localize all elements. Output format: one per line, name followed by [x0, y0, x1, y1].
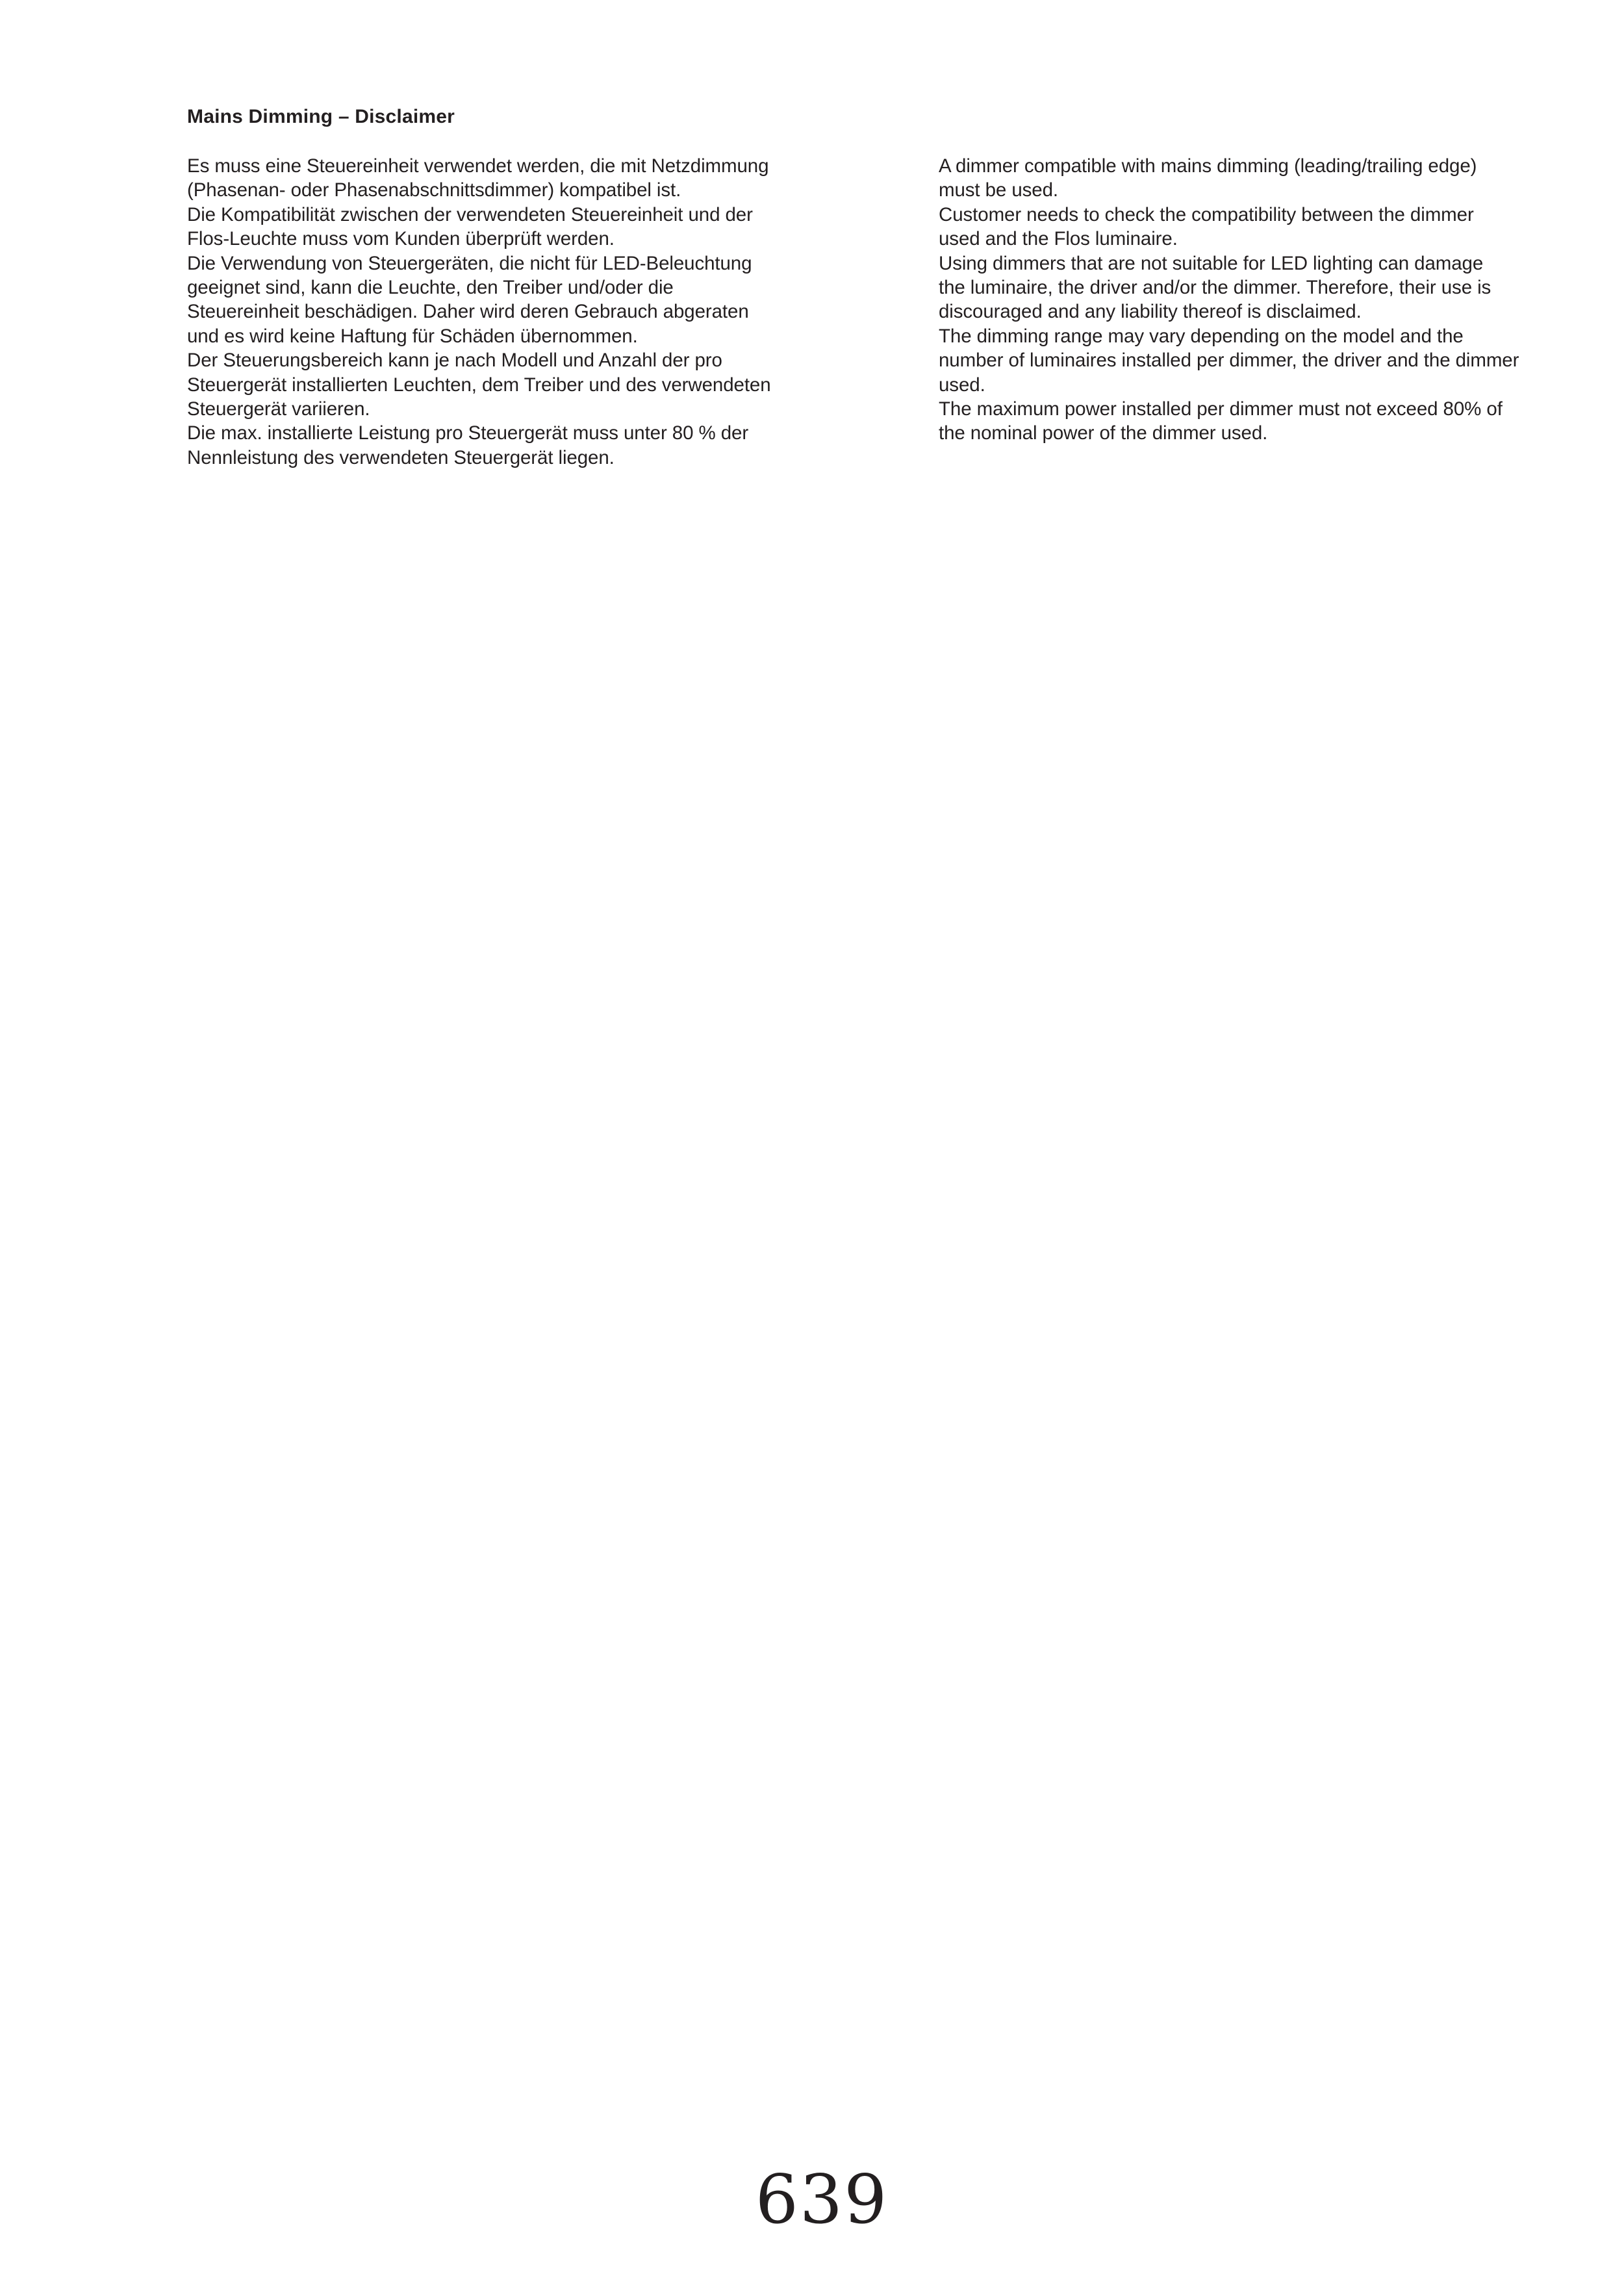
german-text-line: Steuergerät variieren.	[187, 398, 370, 420]
english-text-line: The maximum power installed per dimmer must not exceed 80% of	[939, 398, 1503, 420]
german-text-line: geeignet sind, kann die Leuchte, den Treiber und/oder die	[187, 277, 674, 299]
german-text-column	[187, 154, 843, 470]
english-text-line: The dimming range may vary depending on the model and the	[939, 325, 1464, 347]
english-text-line: used.	[939, 374, 985, 396]
german-text-line: Es muss eine Steuereinheit verwendet werden, die mit Netzdimmung	[187, 155, 769, 177]
english-text-line: A dimmer compatible with mains dimming (leading/trailing edge)	[939, 155, 1477, 177]
english-text-line: used and the Flos luminaire.	[939, 228, 1178, 250]
german-text-line: Nennleistung des verwendeten Steuergerät liegen.	[187, 446, 615, 468]
section-title: Mains Dimming – Disclaimer	[187, 106, 455, 127]
german-text-line: Die max. installierte Leistung pro Steuergerät muss unter 80 % der	[187, 422, 749, 444]
german-text-line: Der Steuerungsbereich kann je nach Modell und Anzahl der pro	[187, 350, 722, 372]
english-text-line: discouraged and any liability thereof is disclaimed.	[939, 301, 1362, 323]
german-text-line: Die Kompatibilität zwischen der verwendeten Steuereinheit und der	[187, 203, 753, 225]
english-text-line: Using dimmers that are not suitable for LED lighting can damage	[939, 252, 1484, 274]
german-text-line: Die Verwendung von Steuergeräten, die nicht für LED-Beleuchtung	[187, 252, 752, 274]
page-number: 639	[755, 2160, 889, 2239]
english-text-line: the nominal power of the dimmer used.	[939, 422, 1268, 444]
german-text-line: und es wird keine Haftung für Schäden übernommen.	[187, 325, 638, 347]
english-text-line: number of luminaires installed per dimmer, the driver and the dimmer	[939, 350, 1519, 372]
german-text-line: Steuereinheit beschädigen. Daher wird deren Gebrauch abgeraten	[187, 301, 749, 323]
german-text-line: (Phasenan- oder Phasenabschnittsdimmer) kompatibel ist.	[187, 179, 681, 201]
german-text-line: Flos-Leuchte muss vom Kunden überprüft werden.	[187, 228, 615, 250]
german-text-line: Steuergerät installierten Leuchten, dem Treiber und des verwendeten	[187, 374, 771, 396]
english-text-line: Customer needs to check the compatibility between the dimmer	[939, 203, 1474, 225]
english-text-column	[939, 154, 1595, 446]
english-text-line: the luminaire, the driver and/or the dimmer. Therefore, their use is	[939, 277, 1491, 299]
english-text-line: must be used.	[939, 179, 1058, 201]
